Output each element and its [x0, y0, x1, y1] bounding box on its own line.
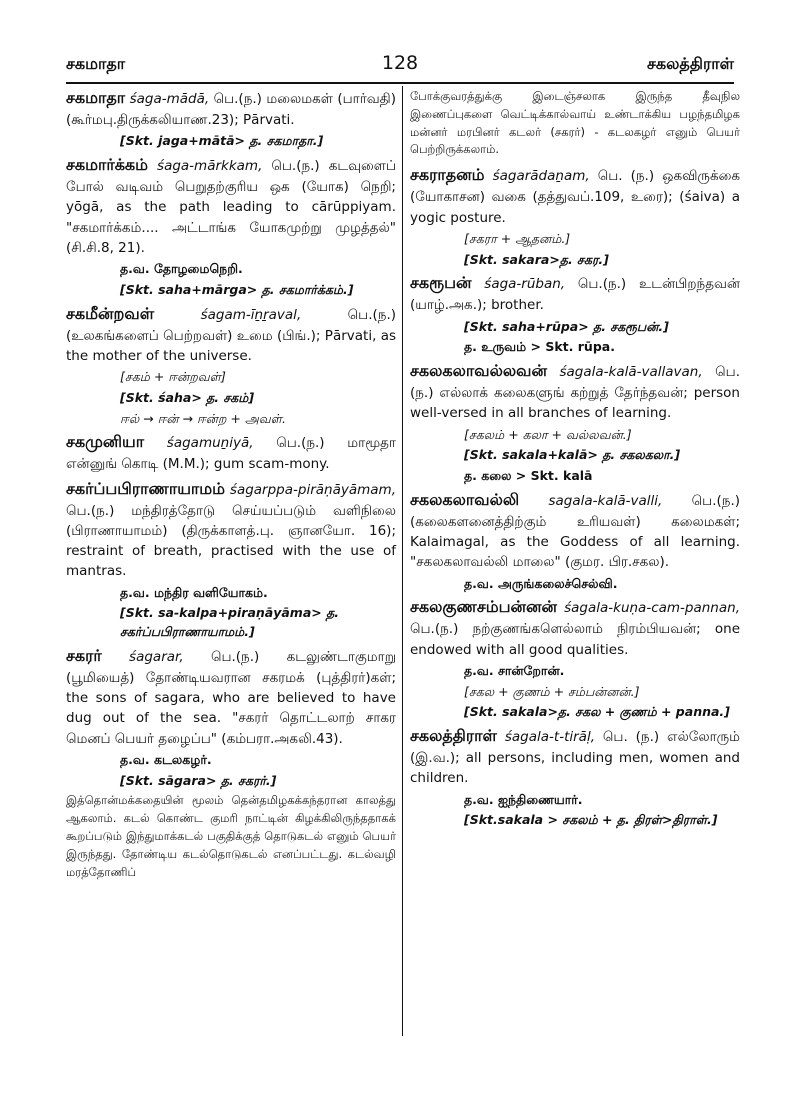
explanatory-paragraph: இத்தொன்மக்கதையின் மூலம் தென்தமிழகக்கந்தரான காலத்து ஆகலாம். கடல் கொண்ட குமரி நாட்டின் கிழக்கிலிருந்ததாகக் கூறப்படும் இந்துமாக்கடல் பகுதிக்குத் தொடுகடல் எனும் பெயர் இருந்தது. தோண்டிய கடல்தொடுகடல் எனப்பட்டது. கடல்வழி மரத்தோணிப் [66, 793, 396, 879]
dictionary-entry [410, 488, 740, 573]
usage-note: த.வ. மந்திர வளியோகம். [120, 584, 268, 600]
dictionary-entry [410, 359, 740, 424]
transliteration: śaga-rūban, [484, 276, 566, 293]
dictionary-entry [66, 153, 396, 258]
etymology-note: [Skt. sāgara> த. சகரர்.] [120, 772, 277, 788]
transliteration: śagarādaṉam, [492, 168, 590, 185]
headword: சகமாதா [66, 88, 126, 107]
etymology-note: [Skt. saha+rūpa> த. சகரூபன்.] [464, 318, 669, 334]
definition: பெ.(ந.) கடவுளைப் போல் வடிவம் பெறுதற்குரிய ஒக (யோக) நெறி; yōgā, as the path leading to cārūppiyam. "சகமார்க்கம்.... அட்டாங்க யோகமுற்று முழத்தல்" (சி.சி.8, 21). [66, 158, 396, 256]
headword: சகலகலாவல்லவன் [410, 361, 547, 380]
transliteration: sagala-kalā-valli, [548, 492, 663, 509]
usage-note: த.வ. ஐந்திணையார். [464, 791, 583, 807]
etymology-note: [Skt. śaha> த. சகம்] [120, 389, 255, 405]
transliteration: śagarppa-pirāṇāyāmam, [229, 481, 396, 498]
derivation-note: [சகரா + ஆதனம்.] [464, 230, 571, 246]
header-right-guideword: சகலத்திராள் [647, 54, 734, 73]
header-rule [66, 82, 734, 84]
right-column [410, 86, 740, 832]
usage-note: த. உருவம் > Skt. rūpa. [464, 339, 615, 355]
transliteration: śagarar, [129, 648, 184, 665]
etymology-note: [Skt. saha+mārga> த. சகமார்க்கம்.] [120, 281, 354, 297]
usage-note: த. கலை > Skt. kalā [464, 468, 593, 483]
transliteration: śagala-t-tirāḷ, [504, 729, 595, 745]
transliteration: śaga-mārkkam, [157, 158, 263, 174]
page-number: 128 [381, 52, 419, 74]
derivation-note: [சகல + குணம் + சம்பன்னன்.] [464, 683, 640, 699]
dictionary-entry [410, 595, 740, 660]
usage-note: த.வ. தோழமைநெறி. [120, 261, 243, 276]
definition: பெ.(ந.) மந்திரத்தோடு செய்யப்படும் வளிநிலை (பிராணாயாமம்) (திருக்காளத்.பு. ஞானயோ. 16); restraint of breath, practised with the use of mantras. [66, 502, 396, 580]
etymology-note: [Skt. sakala>த. சகல + குணம் + panna.] [464, 704, 730, 720]
etymology-note: [Skt. sakala+kalā> த. சகலகலா.] [464, 447, 681, 463]
transliteration: śagala-kuṇa-cam-pannan, [564, 600, 740, 617]
usage-note: த.வ. சான்றோன். [464, 662, 565, 678]
definition: பெ. (ந.) எல்லோரும் (இ.வ.); all persons, including men, women and children. [410, 729, 740, 787]
etymology-note: [Skt. jaga+mātā> த. சகமாதா.] [120, 133, 324, 149]
definition: பெ.(ந.) (உலகங்களைப் பெற்றவள்) உமை (பிங்.); Pārvati, as the mother of the universe. [66, 306, 397, 364]
left-column [66, 86, 396, 885]
transliteration: śaga-mādā, [129, 91, 210, 107]
definition: பெ.(ந.) (கலைகளனைத்திற்கும் உரியவள்) கலைமகள்; Kalaimagal, as the Goddess of all learning. "சகலகலாவல்லி மாலை" (குமர. பிர.சகல). [410, 492, 740, 571]
headword: சகர்ப்பபிராணாயாமம் [66, 478, 226, 498]
usage-note: த.வ. அருங்கலைச்செல்வி. [464, 575, 618, 591]
column-divider [402, 86, 403, 1036]
definition: பெ.(ந.) கடலுண்டாகுமாறு (பூமியைத்) தோண்டியவரான சகரமக் (புத்திரர்)கள்; the sons of sagara, who are believed to have dug out of the sea. "சகரர் தொட்டலாற் சாகர மெனப் பெயர் தழைப்ப" (கம்பரா.அகலி.43). [66, 648, 396, 747]
derivation-note: ஈல் → ஈன் → ஈன்ற + அவள். [120, 410, 286, 426]
etymology-note: [Skt. sa-kalpa+piraṇāyāma> த. சகர்ப்பபிராணாயாமம்.] [120, 605, 339, 639]
dictionary-entry [66, 477, 396, 582]
dictionary-entry [66, 86, 396, 130]
usage-note: த.வ. கடலகழர். [120, 751, 212, 767]
definition: பெ.(ந.) நற்குணங்களெல்லாம் நிரம்பியவன்; one endowed with all good qualities. [410, 621, 740, 658]
dictionary-entry [410, 271, 740, 315]
derivation-note: [சகம் + ஈன்றவள்] [120, 369, 226, 384]
page-header [66, 50, 734, 80]
definition: பெ.(ந.) மலைமகள் (பார்வதி) (கூர்மபு.திருக்கலியாண.23); Pārvati. [66, 91, 396, 128]
dictionary-entry [66, 302, 396, 367]
derivation-note: [சகலம் + கலா + வல்லவன்.] [464, 426, 632, 442]
dictionary-entry [66, 644, 396, 749]
header-left-guideword: சகமாதா [66, 54, 126, 73]
headword: சகமுனியா [66, 432, 145, 452]
transliteration: śagamuṉiyā, [166, 435, 254, 452]
headword: சகமீன்றவள் [66, 303, 155, 323]
dictionary-entry [66, 430, 396, 474]
transliteration: śagala-kalā-vallavan, [559, 364, 703, 380]
definition: பெ. (ந.) ஒகவிருக்கை (யோகாசன) வகை (தத்துவப்.109, உரை); (śaiva) a yogic posture. [410, 168, 740, 226]
explanatory-paragraph: போக்குவரத்துக்கு இடைஞ்சலாக இருந்த தீவுநில இணைப்புகளை வெட்டிக்கால்வாய் உண்டாக்கிய பழந்தமிழக மன்னர் மரபினர் கடலர் (சகரர்) - கடலகழர் எனும் பெயர் பெற்றிருக்கலாம். [410, 89, 740, 157]
dictionary-entry [410, 724, 740, 789]
definition: பெ.(ந.) எல்லாக் கலைகளுங் கற்றுத் தேர்ந்தவன்; person well-versed in all branches of learning. [410, 364, 741, 422]
headword: சகரர் [66, 645, 102, 665]
headword: சகரூபன் [410, 273, 472, 293]
etymology-note: [Skt. sakara>த. சகர.] [464, 251, 609, 267]
headword: சகலகலாவல்லி [410, 489, 520, 509]
headword: சகராதனம் [410, 165, 485, 185]
definition: பெ.(ந.) மாமூதா என்னுங் கொடி (M.M.); gum scam-mony. [66, 435, 396, 473]
dictionary-entry [410, 163, 740, 228]
etymology-note: [Skt.sakala > சகலம் + த. திரள்>திராள்.] [464, 812, 718, 828]
headword: சகலத்திராள் [410, 726, 497, 745]
headword: சகலகுணசம்பன்னன் [410, 597, 558, 617]
definition: பெ.(ந.) உடன்பிறந்தவன் (யாழ்.அக.); brother. [410, 276, 741, 314]
headword: சகமார்க்கம் [66, 155, 149, 174]
transliteration: śagam-īṉṟaval, [200, 306, 302, 323]
